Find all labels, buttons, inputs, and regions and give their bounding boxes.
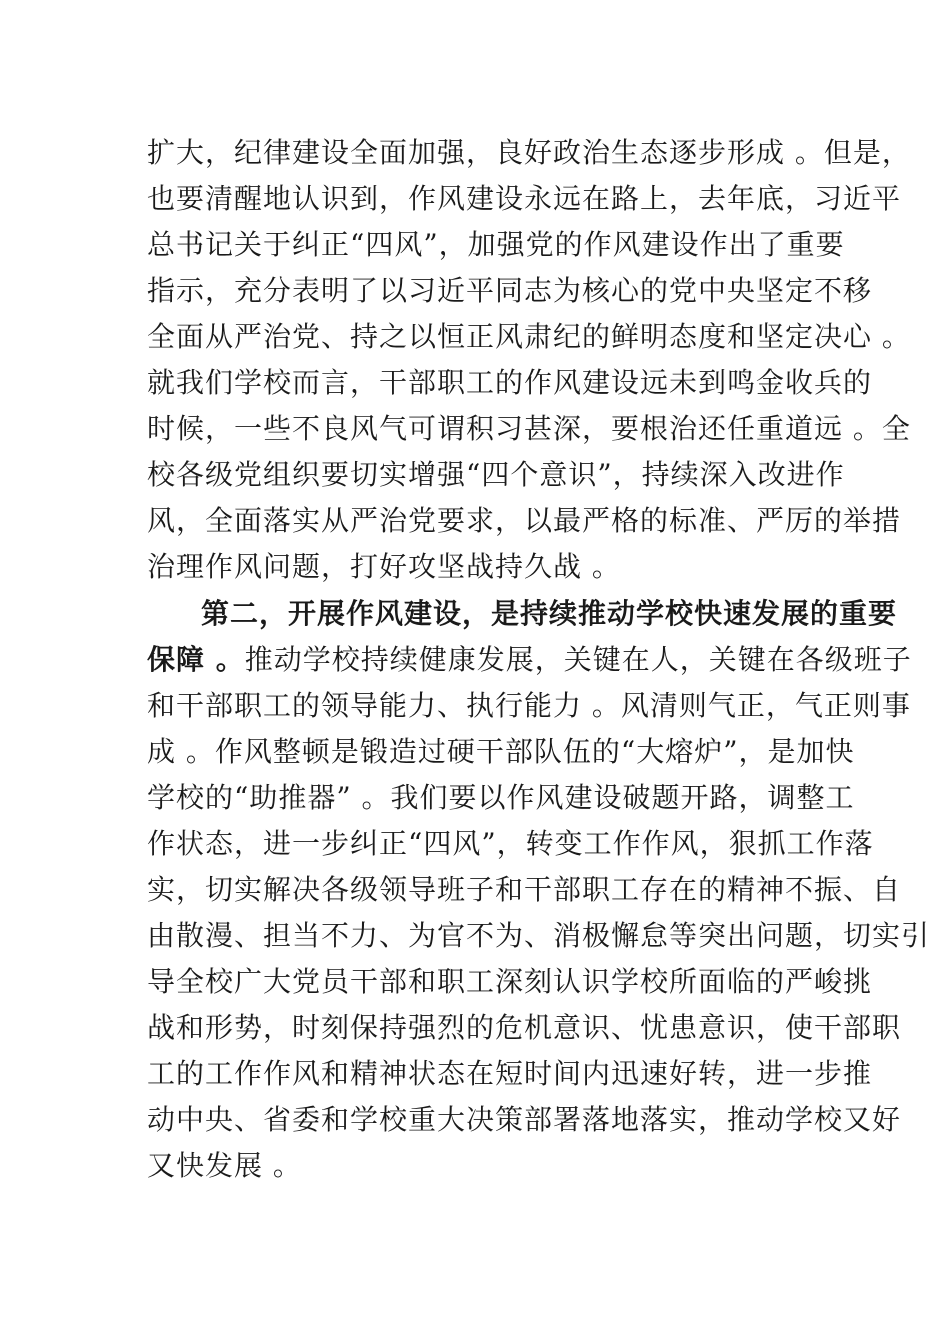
section-heading: 第二，开展作风建设，是持续推动学校快速发展的重要 [201,597,898,630]
paragraph-line: 扩大，纪律建设全面加强，良好政治生态逐步形成 。但是， [147,136,911,169]
paragraph-line: 实，切实解决各级领导班子和干部职工存在的精神不振、自 [147,873,902,906]
paragraph-line: 学校的“助推器” 。我们要以作风建设破题开路，调整工 [147,781,855,814]
paragraph-line: 指示，充分表明了以习近平同志为核心的党中央坚定不移 [147,274,873,307]
paragraph-line: 也要清醒地认识到，作风建设永远在路上，去年底，习近平 [147,182,902,215]
paragraph-line: 治理作风问题，打好攻坚战持久战 。 [147,550,621,583]
paragraph-line: 动中央、省委和学校重大决策部署落地落实，推动学校又好 [147,1103,902,1136]
paragraph-line: 工的工作作风和精神状态在短时间内迅速好转，进一步推 [147,1057,873,1090]
paragraph-line: 风，全面落实从严治党要求，以最严格的标准、严厉的举措 [147,504,902,537]
section-heading-end: 保障 。 [147,643,245,676]
paragraph-line: 时候，一些不良风气可谓积习甚深，要根治还任重道远 。全 [147,412,911,445]
paragraph-line: 成 。作风整顿是锻造过硬干部队伍的“大熔炉”，是加快 [147,735,855,768]
heading-continuation-line [147,637,912,683]
paragraph-line: 又快发展 。 [147,1149,302,1182]
paragraph-line: 总书记关于纠正“四风”，加强党的作风建设作出了重要 [147,228,845,261]
paragraph-line: 和干部职工的领导能力、执行能力 。风清则气正，气正则事 [147,689,911,722]
paragraph-line: 作状态，进一步纠正“四风”，转变工作作风，狠抓工作落 [147,827,874,860]
paragraph-line: 全面从严治党、持之以恒正风肃纪的鲜明态度和坚定决心 。 [147,320,911,353]
paragraph-line: 就我们学校而言，干部职工的作风建设远未到鸣金收兵的 [147,366,873,399]
paragraph-line: 导全校广大党员干部和职工深刻认识学校所面临的严峻挑 [147,965,873,998]
paragraph-line: 校各级党组织要切实增强“四个意识”，持续深入改进作 [147,458,845,491]
paragraph-line: 由散漫、担当不力、为官不为、消极懈怠等突出问题，切实引 [147,919,931,952]
paragraph-text: 推动学校持续健康发展，关键在人，关键在各级班子 [244,643,912,676]
paragraph-line: 战和形势，时刻保持强烈的危机意识、忧患意识，使干部职 [147,1011,902,1044]
